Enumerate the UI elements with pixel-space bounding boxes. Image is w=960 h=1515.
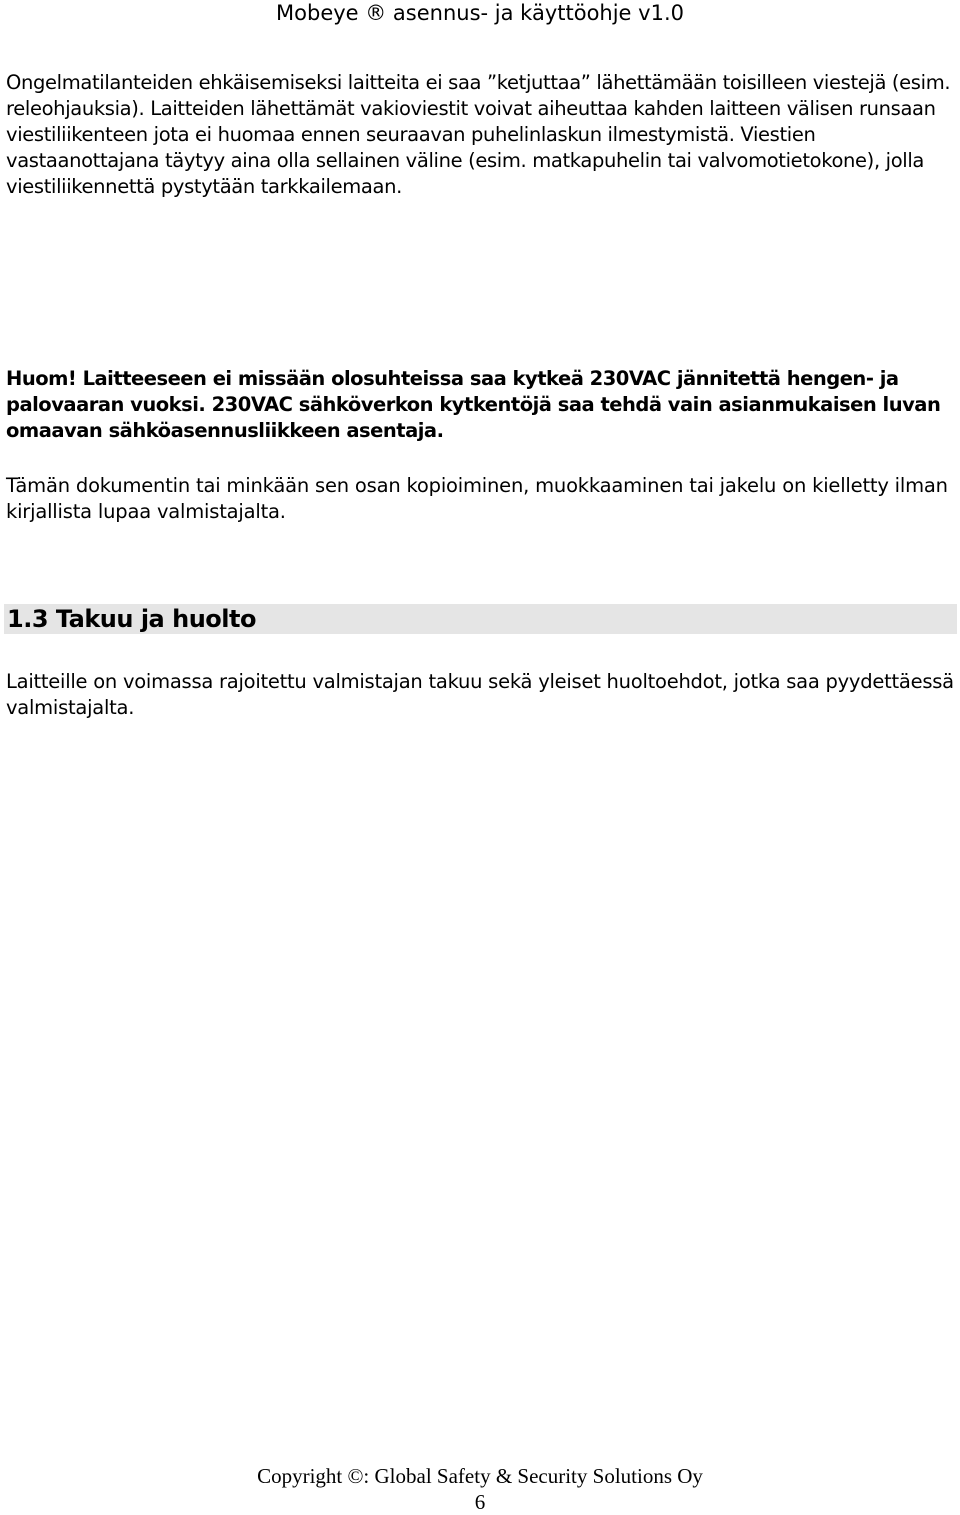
page-number: 6: [474, 1490, 486, 1514]
warranty-paragraph: Laitteille on voimassa rajoitettu valmistajan takuu sekä yleiset huoltoehdot, jotka saa pyydettäessä valmistajalta.: [6, 670, 954, 719]
footer-copyright: Copyright ©: Global Safety & Security Solutions Oy: [257, 1464, 703, 1488]
section-heading: 1.3 Takuu ja huolto: [4, 604, 957, 634]
intro-paragraph: Ongelmatilanteiden ehkäisemiseksi laitteita ei saa ”ketjuttaa” lähettämään toisilleen viestejä (esim. releohjauksia). Laitteiden lähettämät vakioviestit voivat aiheuttaa kahden laitteen välisen runsaan viestiliikenteen jota ei huomaa ennen seuraavan puhelinlaskun ilmestymistä. Viestien vastaanottajana täytyy aina olla sellainen väline (esim. matkapuhelin tai valvomotietokone), jolla viestiliikennettä pystytään tarkkailemaan.: [6, 71, 951, 198]
copyright-notice-paragraph: Tämän dokumentin tai minkään sen osan kopioiminen, muokkaaminen tai jakelu on kielletty ilman kirjallista lupaa valmistajalta.: [6, 474, 948, 523]
warning-paragraph: Huom! Laitteeseen ei missään olosuhteissa saa kytkeä 230VAC jännitettä hengen- ja palovaaran vuoksi. 230VAC sähköverkon kytkentöjä saa tehdä vain asianmukaisen luvan omaavan sähköasennusliikkeen asentaja.: [6, 367, 941, 442]
page-header-title: Mobeye ® asennus- ja käyttöohje v1.0: [276, 1, 684, 25]
